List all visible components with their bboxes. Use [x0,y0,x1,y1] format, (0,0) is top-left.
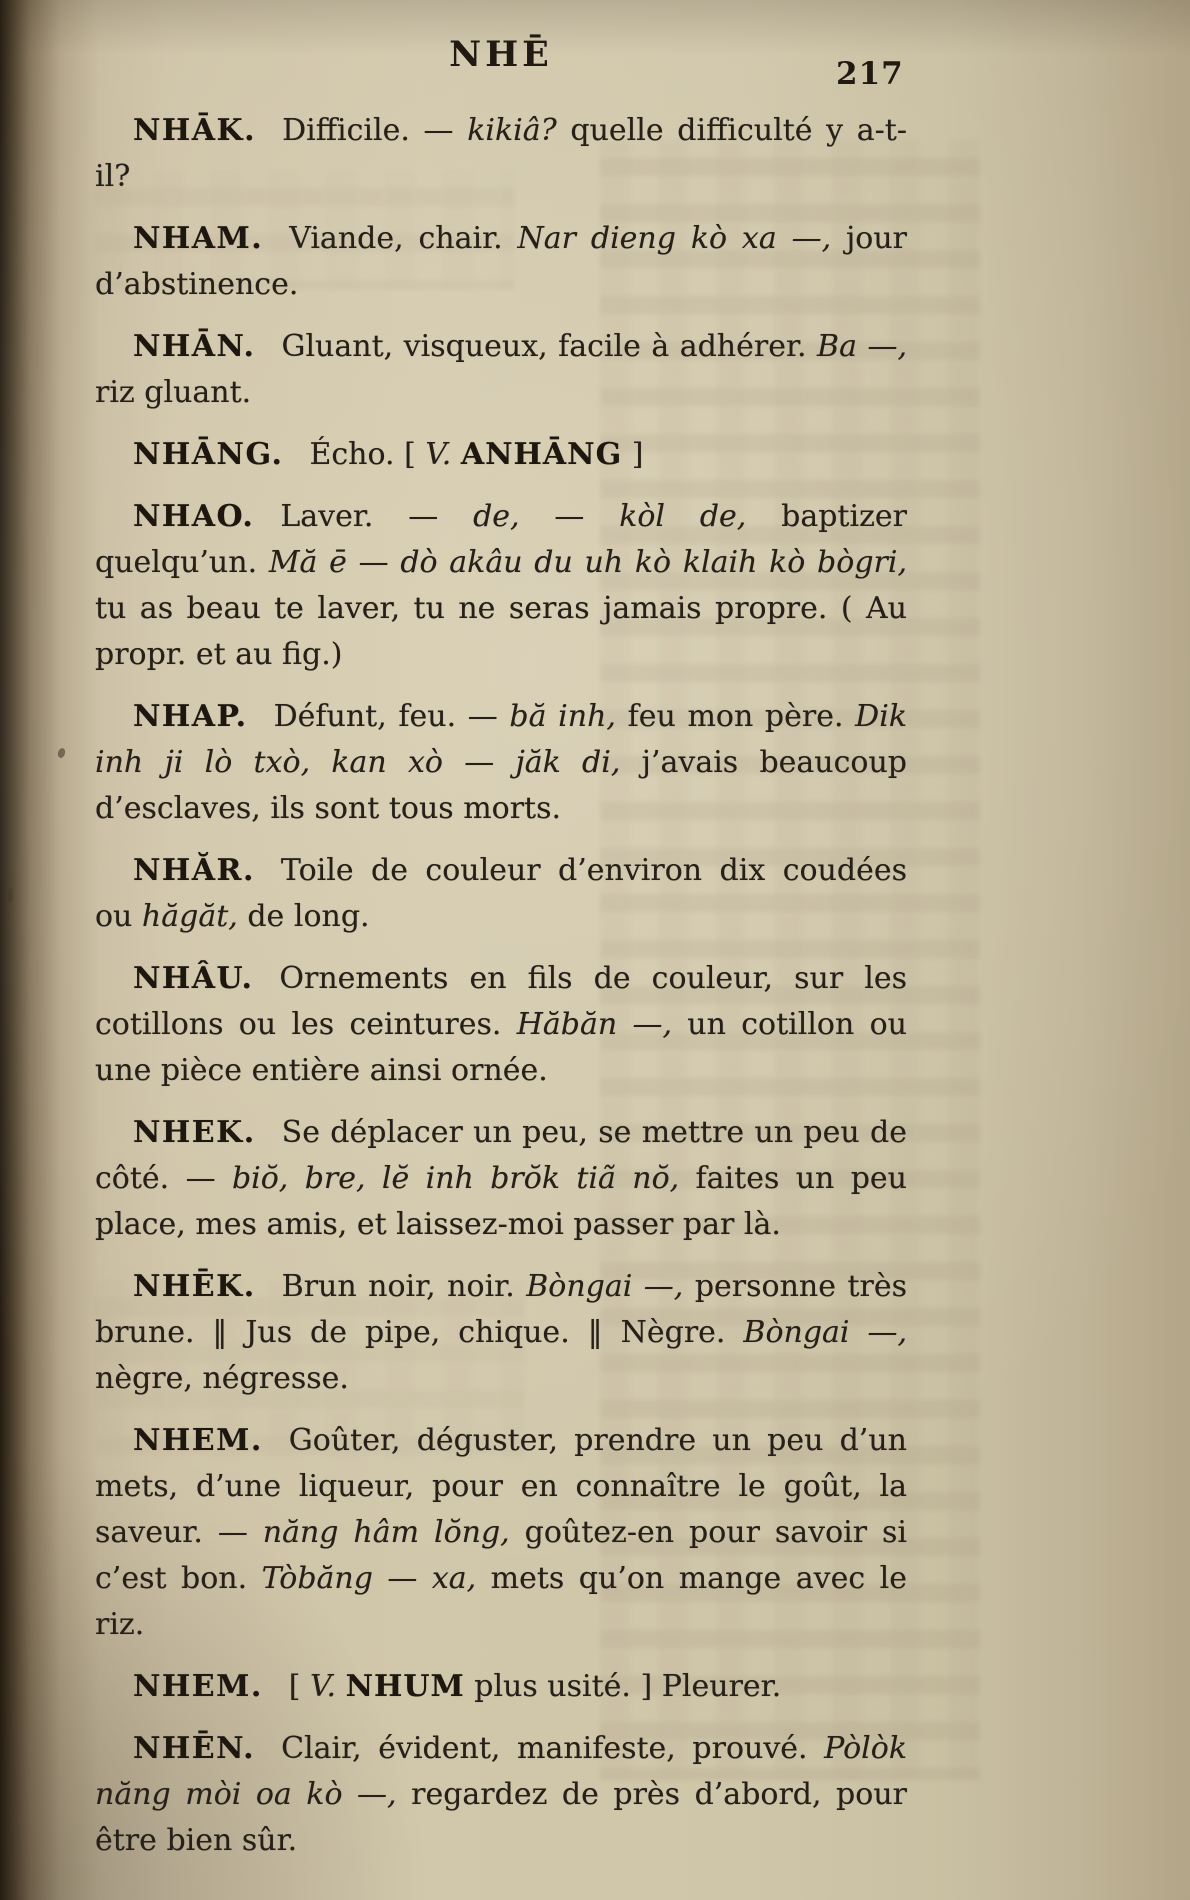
dictionary-entry [95,1726,907,1864]
cross-reference: ANHĀNG [460,437,623,472]
definition-text: Défunt, feu. — [273,699,510,734]
cross-reference: NHUM [345,1669,465,1704]
dictionary-entry [95,494,907,678]
vernacular-example: V. [310,1669,337,1704]
headword: NHAP. [133,699,248,734]
dictionary-entry [95,956,907,1094]
headword: NHĀK. [133,113,257,148]
definition-text: Toile de couleur d’environ dix coudées ou [95,853,907,934]
vernacular-example: Pòlòk năng mòi oa kò —, [95,1731,907,1812]
definition-text: goûtez-en pour savoir si c’est bon. [95,1515,907,1596]
running-title: NHĒ [449,34,553,75]
headword: NHĀN. [133,329,256,364]
definition-text: regardez de près d’abord, pour être bien sûr. [95,1777,907,1858]
definition-text: personne très brune. ‖ Jus de pipe, chique. ‖ Nègre. [95,1269,907,1350]
vernacular-example: Tòbăng — xa, [261,1561,477,1596]
headword: NHEM. [133,1423,263,1458]
definition-text: Se déplacer un peu, se mettre un peu de côté. — [95,1115,907,1196]
scan-speck [8,888,13,902]
definition-text: baptizer quelqu’un. [95,499,907,580]
definition-text: — [519,499,620,534]
definition-text: Brun noir, noir. [281,1269,527,1304]
definition-text: jour d’abstinence. [95,221,908,302]
definition-text: feu mon père. [615,699,856,734]
definition-text: [ [288,1669,311,1704]
headword: NHAM. [133,221,264,256]
definition-text: Goûter, déguster, prendre un peu d’un mets, d’une liqueur, pour en connaître le goût, la saveur. — [95,1423,907,1550]
vernacular-example: Bòngai —, [526,1269,684,1304]
definition-text: Écho. [ [309,437,426,472]
vernacular-example: Mă ē — dò akâu du uh kò klaih kò bògri, [268,545,907,580]
dictionary-entry [95,694,907,832]
scan-speck [57,747,67,759]
vernacular-example: V. [425,437,452,472]
headword: NHĒK. [133,1269,256,1304]
headword: NHEK. [133,1115,256,1150]
definition-text: de long. [237,899,370,934]
definition-text: Gluant, visqueux, facile à adhérer. [281,329,818,364]
definition-text: nègre, négresse. [95,1361,349,1396]
headword: NHĂR. [133,853,255,888]
vernacular-example: kikiâ? [467,113,557,148]
definition-text: Clair, évident, manifeste, prouvé. [281,1731,825,1766]
headword: NHĒN. [133,1731,256,1766]
vernacular-example: Dik inh ji lò txò, kan xò — jăk di, [95,699,907,780]
definition-text: ] [622,437,644,472]
definition-text: plus usité. ] Pleurer. [464,1669,782,1704]
definition-text: riz gluant. [95,375,252,410]
dictionary-entries [95,108,907,1880]
vernacular-example: Bòngai —, [743,1315,907,1350]
definition-text [451,437,461,472]
vernacular-example: năng hâm lŏng, [262,1515,510,1550]
vernacular-example: kòl de, [619,499,747,534]
vernacular-example: Hăbăn —, [516,1007,672,1042]
definition-text: Ornements en fils de couleur, sur les cotillons ou les ceintures. [95,961,907,1042]
definition-text: faites un peu place, mes amis, et laissez-moi passer par là. [95,1161,907,1242]
vernacular-example: biŏ, bre, lĕ inh brŏk tiã nŏ, [231,1161,680,1196]
dictionary-entry [95,432,907,478]
vernacular-example: de, [473,499,520,534]
dictionary-entry [95,324,907,416]
definition-text: quelle difficulté y a-t-il? [95,113,907,194]
dictionary-entry [95,1664,907,1710]
definition-text: mets qu’on mange avec le riz. [95,1561,907,1642]
vernacular-example: bă inh, [509,699,616,734]
headword: NHÂU. [133,961,254,996]
dictionary-entry [95,1110,907,1248]
vernacular-example: hăgăt, [141,899,238,934]
definition-text: Laver. — [280,499,474,534]
definition-text: j’avais beaucoup d’esclaves, ils sont tous morts. [95,745,907,826]
definition-text: tu as beau te laver, tu ne seras jamais propre. ( Au propr. et au fig.) [95,591,907,672]
dictionary-entry [95,108,907,200]
definition-text: Difficile. — [282,113,468,148]
dictionary-entry [95,1264,907,1402]
headword: NHAO. [133,499,255,534]
dictionary-entry [95,216,907,308]
definition-text: Viande, chair. [289,221,518,256]
headword: NHEM. [133,1669,263,1704]
vernacular-example: Nar dieng kò xa —, [517,221,832,256]
page-number: 217 [836,56,904,92]
dictionary-entry [95,1418,907,1648]
vernacular-example: Ba —, [817,329,907,364]
dictionary-entry [95,848,907,940]
definition-text [336,1669,346,1704]
headword: NHĀNG. [133,437,284,472]
definition-text: un cotillon ou une pièce entière ainsi ornée. [95,1007,907,1088]
